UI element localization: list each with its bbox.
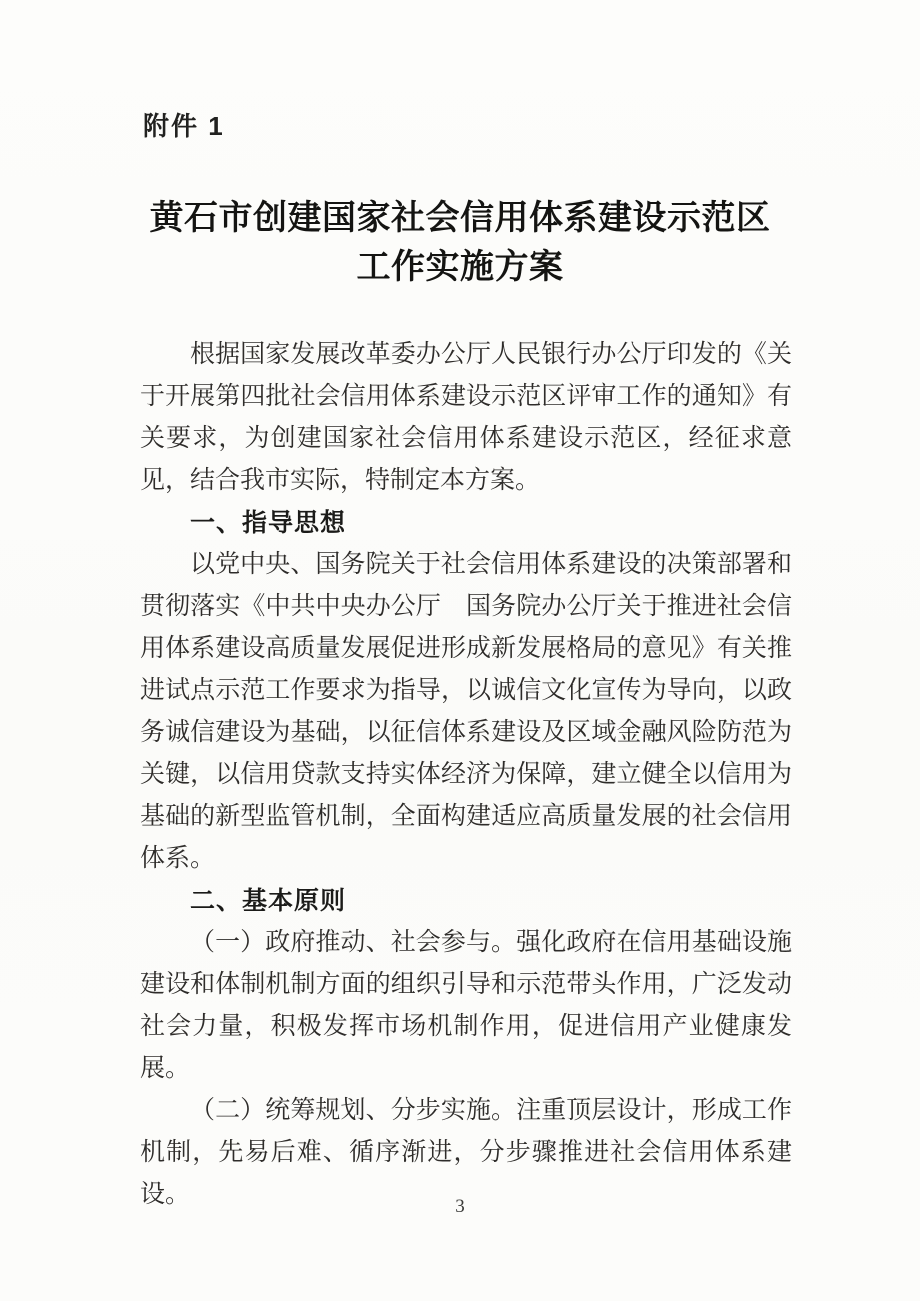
document-title-line-2: 工作实施方案 — [356, 249, 564, 286]
document-body — [140, 334, 792, 1216]
paragraph-intro: 根据国家发展改革委办公厅人民银行办公厅印发的《关于开展第四批社会信用体系建设示范区评审工作的通知》有关要求，为创建国家社会信用体系建设示范区，经征求意见，结合我市实际，特制定本方案。 — [140, 341, 792, 494]
document-title — [0, 194, 920, 292]
page-number: 3 — [455, 1196, 465, 1217]
paragraph-principle-1: （一）政府推动、社会参与。强化政府在信用基础设施建设和体制机制方面的组织引导和示范带头作用，广泛发动社会力量，积极发挥市场机制作用，促进信用产业健康发展。 — [140, 929, 792, 1082]
section-heading-guiding-ideology: 一、指导思想 — [190, 509, 347, 537]
document-title-line-1: 黄石市创建国家社会信用体系建设示范区 — [149, 200, 771, 237]
paragraph-guiding-ideology: 以党中央、国务院关于社会信用体系建设的决策部署和贯彻落实《中共中央办公厅 国务院办公厅关于推进社会信用体系建设高质量发展促进形成新发展格局的意见》有关推进试点示范工作要求为指导，以诚信文化宣传为导向，以政务诚信建设为基础，以征信体系建设及区域金融风险防范为关键，以信用贷款支持实体经济为保障，建立健全以信用为基础的新型监管机制，全面构建适应高质量发展的社会信用体系。 — [140, 551, 792, 872]
section-heading-basic-principles: 二、基本原则 — [190, 887, 347, 915]
paragraph-principle-2: （二）统筹规划、分步实施。注重顶层设计，形成工作机制，先易后难、循序渐进，分步骤推进社会信用体系建设。 — [140, 1097, 792, 1208]
attachment-label: 附件 1 — [143, 111, 225, 141]
